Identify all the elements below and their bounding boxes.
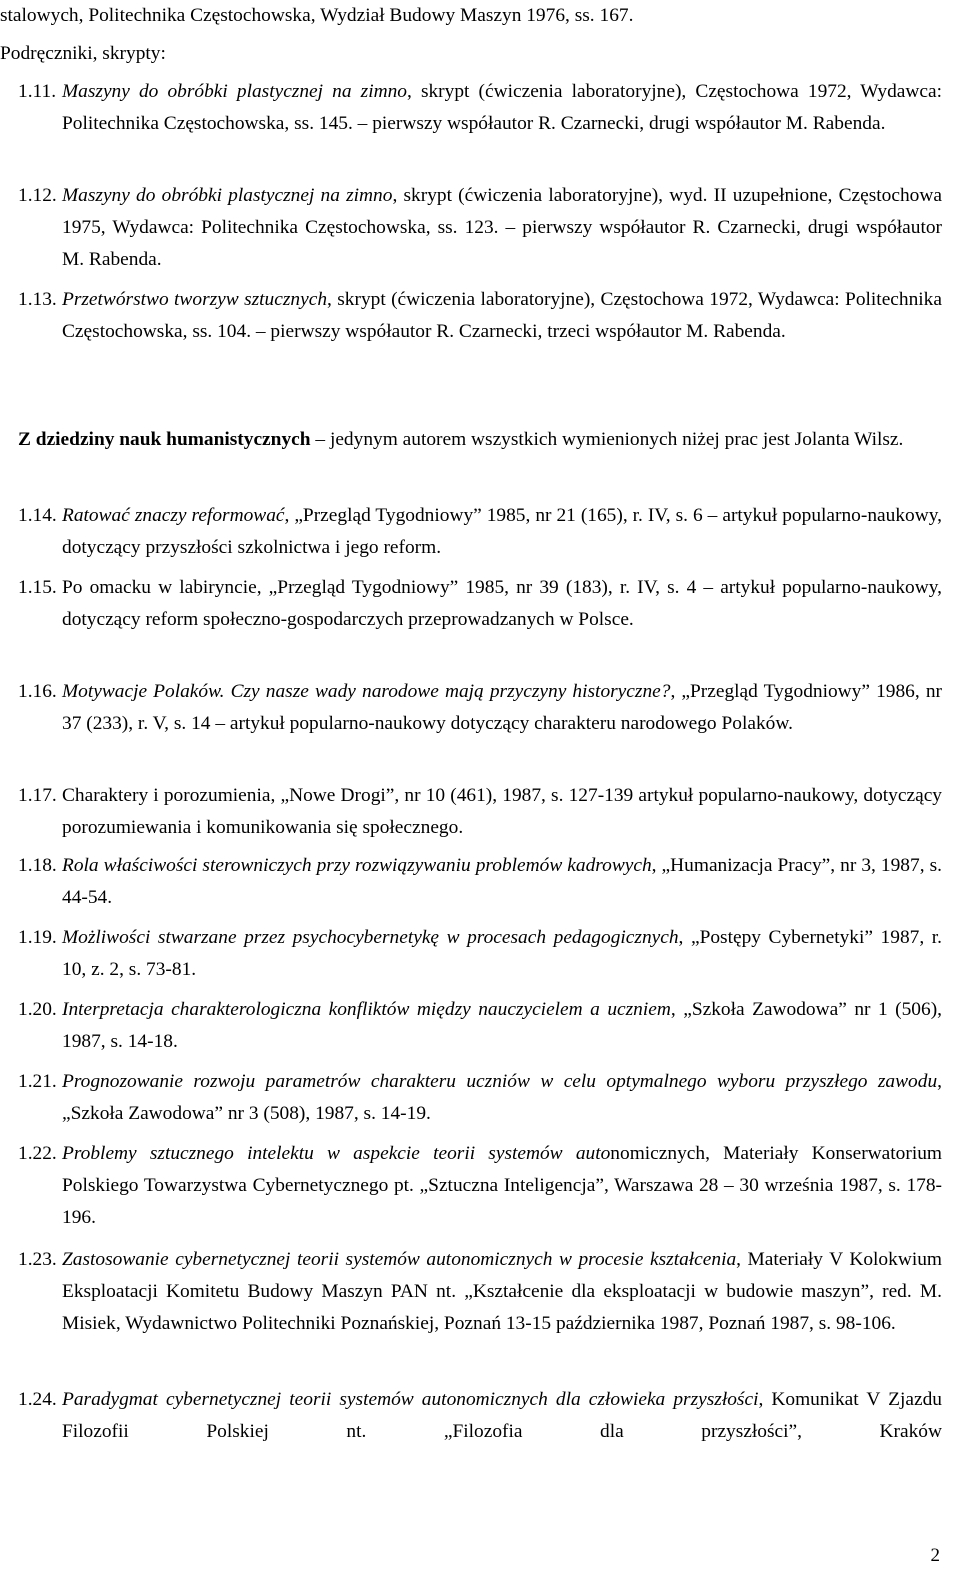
entry-details: Charaktery i porozumienia, „Nowe Drogi”, nr 10 (461), 1987, s. 127-139 artykuł popularno-naukowy, dotyczący porozumiewania i komunikowania się społecznego. [62,785,942,838]
entry-details: , „Szkoła Zawodowa” nr 1 (506), 1987, s. 14-18. [62,999,942,1052]
entry-text [62,994,942,1058]
entry-title: Prognozowanie rozwoju parametrów charakteru uczniów w celu optymalnego wyboru przyszłego zawodu [62,1071,938,1092]
continuation-line: stalowych, Politechnika Częstochowska, Wydział Budowy Maszyn 1976, ss. 167. [0,5,634,26]
entry-text [62,572,942,636]
entry-number: 1.21. [18,1071,57,1092]
section-heading-humanities: Z dziedziny nauk humanistycznych [18,429,311,450]
entry-number: 1.15. [18,577,57,598]
section-intro-text: – jedynym autorem wszystkich wymienionych niżej prac jest Jolanta Wilsz. [310,429,904,450]
entry-title: Ratować znaczy reformować [62,505,285,526]
bibliography-entry [18,994,942,1058]
entry-text [62,780,942,844]
entry-text [62,500,942,564]
entry-details: , skrypt (ćwiczenia laboratoryjne), Częstochowa 1972, Wydawca: Politechnika Częstochowska, ss. 104. – pierwszy współautor R. Czarnecki, trzeci współautor M. Rabenda. [62,289,942,342]
entry-number: 1.23. [18,1249,57,1270]
entry-title: Maszyny do obróbki plastycznej na zimno [62,81,407,102]
entry-number: 1.11. [18,81,57,102]
entry-text [62,284,942,348]
entry-details: Po omacku w labiryncie, „Przegląd Tygodniowy” 1985, nr 39 (183), r. IV, s. 4 – artykuł popularno-naukowy, dotyczący reform społeczno-gospodarczych przeprowadzanych w Polsce. [62,577,942,630]
humanities-section-intro [18,424,942,456]
bibliography-entry [18,284,942,348]
entry-text [62,676,942,740]
entry-number: 1.14. [18,505,57,526]
bibliography-entry [18,676,942,740]
entry-text [62,180,942,276]
entry-text [62,1384,942,1448]
entry-details: , skrypt (ćwiczenia laboratoryjne), Częstochowa 1972, Wydawca: Politechnika Częstochowska, ss. 145. – pierwszy współautor R. Czarnecki, drugi współautor M. Rabenda. [62,81,942,134]
entry-text [62,76,942,140]
entry-text [62,1244,942,1340]
entry-text [62,1066,942,1130]
page-number: 2 [930,1545,940,1566]
section-heading-textbooks: Podręczniki, skrypty: [0,43,166,64]
entry-details: , „Przegląd Tygodniowy” 1986, nr 37 (233), r. V, s. 14 – artykuł popularno-naukowy dotyczący charakteru narodowego Polaków. [62,681,942,734]
entry-details: , „Humanizacja Pracy”, nr 3, 1987, s. 44-54. [62,855,942,908]
bibliography-entry [18,76,942,140]
entry-details: , „Przegląd Tygodniowy” 1985, nr 21 (165), r. IV, s. 6 – artykuł popularno-naukowy, dotyczący przyszłości szkolnictwa i jego reform. [62,505,942,558]
entry-title: Paradygmat cybernetycznej teorii systemów autonomicznych dla człowieka przyszłości [62,1389,759,1410]
bibliography-entry [18,1066,942,1130]
entry-number: 1.18. [18,855,57,876]
entry-title: Motywacje Polaków. Czy nasze wady narodowe mają przyczyny historyczne? [62,681,671,702]
bibliography-entry [18,1384,942,1448]
bibliography-entry [18,500,942,564]
entry-details: , Komunikat V Zjazdu Filozofii Polskiej nt. „Filozofia dla przyszłości”, Kraków [62,1389,942,1442]
entry-number: 1.24. [18,1389,57,1410]
entry-title: Możliwości stwarzane przez psychocybernetykę w procesach pedagogicznych [62,927,679,948]
entry-title: Problemy sztucznego intelektu w aspekcie teorii systemów auto [62,1143,611,1164]
entry-number: 1.13. [18,289,57,310]
entry-text [62,1138,942,1234]
entry-details: , „Szkoła Zawodowa” nr 3 (508), 1987, s. 14-19. [62,1071,942,1124]
bibliography-entry [18,1138,942,1234]
bibliography-entry [18,572,942,636]
entry-text [62,922,942,986]
entry-text [62,850,942,914]
entry-title: Przetwórstwo tworzyw sztucznych [62,289,328,310]
entry-number: 1.22. [18,1143,57,1164]
entry-details: , „Postępy Cybernetyki” 1987, r. 10, z. 2, s. 73-81. [62,927,942,980]
entry-title: Rola właściwości sterowniczych przy rozwiązywaniu problemów kadrowych [62,855,652,876]
entry-details: , skrypt (ćwiczenia laboratoryjne), wyd. II uzupełnione, Częstochowa 1975, Wydawca: Politechnika Częstochowska, ss. 123. – pierwszy współautor R. Czarnecki, drugi współautor M. Rabenda. [62,185,942,270]
entry-number: 1.12. [18,185,57,206]
entry-title: Maszyny do obróbki plastycznej na zimno [62,185,393,206]
bibliography-entry [18,1244,942,1340]
entry-number: 1.17. [18,785,57,806]
bibliography-entry [18,922,942,986]
bibliography-entry [18,180,942,276]
bibliography-entry [18,780,942,844]
bibliography-entry [18,850,942,914]
entry-number: 1.16. [18,681,57,702]
entry-title: Zastosowanie cybernetycznej teorii systemów autonomicznych w procesie kształcenia [62,1249,737,1270]
entry-details: , Materiały V Kolokwium Eksploatacji Komitetu Budowy Maszyn PAN nt. „Kształcenie dla eksploatacji w budowie maszyn”, red. M. Misiek, Wydawnictwo Politechniki Poznańskiej, Poznań 13-15 października 1987, Poznań 1987, s. 98-106. [62,1249,942,1334]
entry-details: nomicznych, Materiały Konserwatorium Polskiego Towarzystwa Cybernetycznego pt. „Sztuczna Inteligencja”, Warszawa 28 – 30 września 1987, s. 178-196. [62,1143,942,1228]
entry-title: Interpretacja charakterologiczna konfliktów między nauczycielem a uczniem [62,999,671,1020]
entry-number: 1.20. [18,999,57,1020]
entry-number: 1.19. [18,927,57,948]
